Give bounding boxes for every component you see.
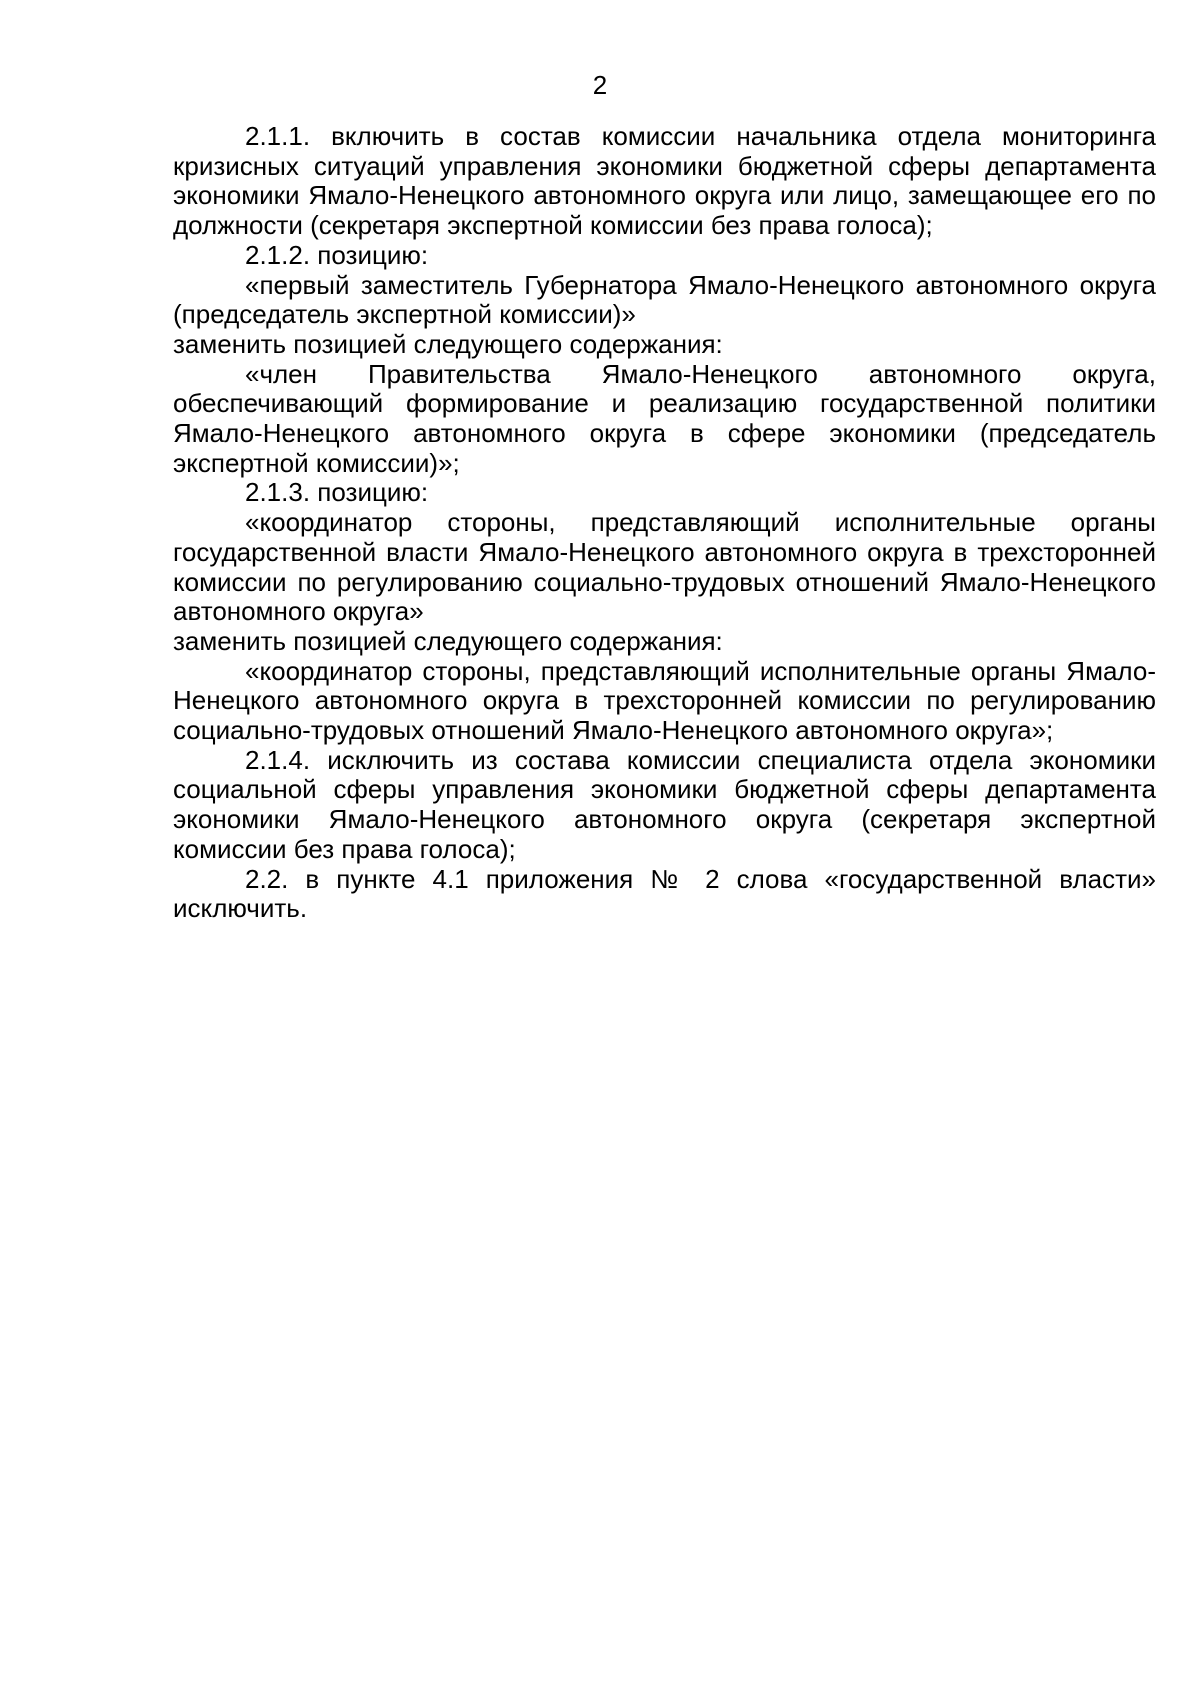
quoted-position-old-coordinator: «координатор стороны, представляющий исполнительные органы государственной власти Ямало-Ненецкого автономного округа в трехсторонней комиссии по регулированию социально-трудовых отношений Ямало-Ненецкого автономного округа» <box>173 507 1156 627</box>
document-body <box>173 122 1156 924</box>
paragraph-2-2: 2.2. в пункте 4.1 приложения № 2 слова «государственной власти» исключить. <box>173 863 1156 924</box>
replace-instruction: заменить позицией следующего содержания: <box>173 625 723 656</box>
paragraph-2-1-2: 2.1.2. позицию: <box>245 239 429 270</box>
paragraph-2-1-3: 2.1.3. позицию: <box>245 477 429 508</box>
replace-instruction: заменить позицией следующего содержания: <box>173 328 723 359</box>
quoted-position-new-chairman: «член Правительства Ямало-Ненецкого автономного округа, обеспечивающий формирование и реализацию государственной политики Ямало-Ненецкого автономного округа в сфере экономики (председатель экспертной комиссии)»; <box>173 358 1156 478</box>
quoted-position-new-coordinator: «координатор стороны, представляющий исполнительные органы Ямало-Ненецкого автономного округа в трехсторонней комиссии по регулированию социально-трудовых отношений Ямало-Ненецкого автономного округа»; <box>173 655 1156 746</box>
paragraph-2-1-4: 2.1.4. исключить из состава комиссии специалиста отдела экономики социальной сферы управления экономики бюджетной сферы департамента экономики Ямало-Ненецкого автономного округа (секретаря экспертной комиссии без права голоса); <box>173 744 1156 864</box>
page-number: 2 <box>592 70 608 100</box>
paragraph-2-1-1: 2.1.1. включить в состав комиссии начальника отдела мониторинга кризисных ситуаций управления экономики бюджетной сферы департамента экономики Ямало-Ненецкого автономного округа или лицо, замещающее его по должности (секретаря экспертной комиссии без права голоса); <box>173 121 1156 241</box>
quoted-position-old-chairman: «первый заместитель Губернатора Ямало-Ненецкого автономного округа (председатель экспертной комиссии)» <box>173 269 1156 330</box>
